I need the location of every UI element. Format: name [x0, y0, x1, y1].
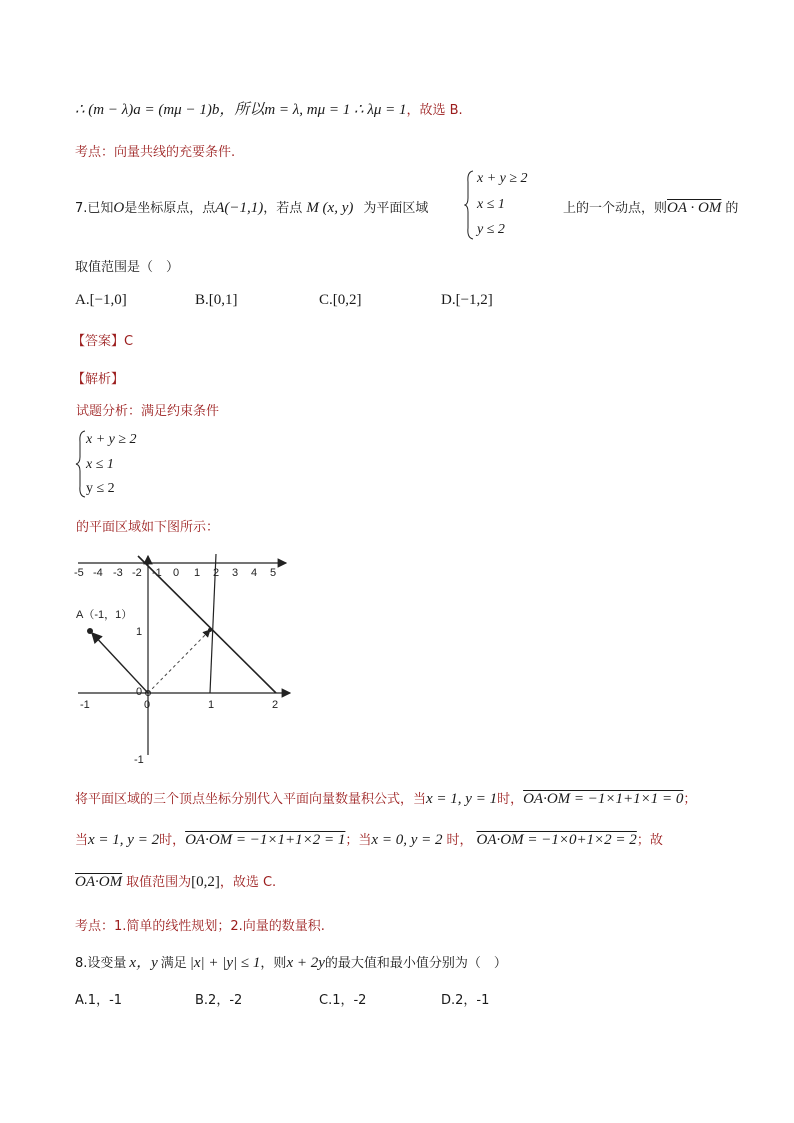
q7-text-b: 是坐标原点，点	[124, 201, 216, 216]
q7-stem-line-2: 取值范围是（ ）	[75, 260, 180, 275]
q7-option-b: B.[0,1]	[195, 292, 238, 308]
q7-option-c: C.[0,2]	[319, 292, 362, 308]
analysis-constraint-1: x + y ≥ 2	[86, 432, 137, 447]
label-x-neg1: -1	[80, 699, 90, 711]
q8-option-c: C.1，-2	[319, 993, 367, 1008]
tick-neg2: -2	[132, 567, 142, 579]
point-a	[87, 628, 93, 634]
solution-line-1	[75, 98, 463, 119]
q8-option-a: A.1，-1	[75, 993, 123, 1008]
q7-text-f: 的	[725, 201, 739, 216]
label-x-2: 2	[272, 699, 279, 711]
q7-origin: O	[113, 200, 125, 216]
question-8-stem: 8.设变量 x，y 满足 |x| + |y| ≤ 1，则x + 2y的最大值和最小值分别为（ ）	[75, 955, 507, 971]
kaodian-2: 考点：1.简单的线性规划；2.向量的数量积.	[75, 919, 325, 934]
tick-neg1: -1	[152, 567, 162, 579]
q7-constraint-3: y ≤ 2	[477, 222, 505, 237]
tick-1: 1	[194, 567, 201, 579]
tick-5: 5	[270, 567, 277, 579]
region-caption: 的平面区域如下图所示：	[76, 520, 220, 535]
q8-options	[75, 989, 489, 1008]
tick-3: 3	[232, 567, 239, 579]
q7-system-brace	[464, 170, 474, 240]
point-m	[208, 628, 212, 632]
q7-constraint-2: x ≤ 1	[477, 197, 505, 212]
tick-neg3: -3	[113, 567, 123, 579]
q7-options	[75, 292, 493, 309]
answer-label: 【答案】C	[72, 334, 134, 349]
q7-option-d: D.[−1,2]	[441, 292, 493, 308]
tick-2: 2	[213, 567, 220, 579]
analysis-constraint-2: x ≤ 1	[86, 457, 114, 472]
label-y-neg1: -1	[134, 754, 144, 766]
analysis-paragraph-1: 将平面区域的三个顶点坐标分别代入平面向量数量积公式，当x = 1, y = 1时，OA·OM = −1×1+1×1 = 0；	[75, 791, 697, 807]
q8-option-d: D.2，-1	[441, 993, 490, 1008]
analysis-intro: 试题分析：满足约束条件	[76, 404, 220, 419]
q7-option-a: A.[−1,0]	[75, 292, 127, 308]
label-origin-0: 0	[136, 686, 143, 698]
vector-oa	[92, 633, 148, 693]
analysis-paragraph-3: OA·OM 取值范围为[0,2]，故选 C.	[75, 874, 277, 890]
analysis-paragraph-2: 当x = 1, y = 2时，OA·OM = −1×1+1×2 = 1；当x = 0, y = 2 时， OA·OM = −1×0+1×2 = 2；故	[75, 832, 663, 848]
q7-dot-product: OA · OM	[667, 200, 722, 216]
q7-text-a: 7.已知	[75, 201, 114, 216]
choice-b-conclusion: ，故选 B.	[406, 103, 463, 118]
question-7-stem	[75, 197, 428, 217]
tick-neg5: -5	[74, 567, 84, 579]
parameter-equation: m = λ, mμ = 1 ∴ λμ = 1	[264, 102, 407, 118]
q7-text-e: 上的一个动点，则	[563, 201, 668, 216]
label-x-0: 0	[144, 699, 151, 711]
tick-neg4: -4	[93, 567, 103, 579]
tick-4: 4	[251, 567, 258, 579]
top-axis-tick-labels	[74, 567, 276, 579]
q7-text-d: 为平面区域	[363, 201, 429, 216]
region-graph	[70, 550, 300, 770]
label-point-a: A（-1，1）	[76, 609, 133, 621]
analysis-constraint-3: y ≤ 2	[86, 481, 115, 496]
q7-point-a: A(−1,1)	[215, 200, 264, 216]
q8-option-b: B.2，-2	[195, 993, 243, 1008]
q7-constraint-1: x + y ≥ 2	[477, 171, 528, 186]
q7-point-m: M (x, y)	[306, 200, 354, 216]
vector-om-dashed	[148, 630, 210, 693]
q7-stem-tail	[563, 197, 738, 217]
label-x-1: 1	[208, 699, 215, 711]
tick-0: 0	[173, 567, 180, 579]
label-y-1: 1	[136, 626, 143, 638]
analysis-label: 【解析】	[72, 372, 125, 387]
q7-text-c: ，若点	[263, 201, 303, 216]
vector-equation: ∴ (m − λ)a = (mμ − 1)b，所以	[75, 102, 265, 118]
kaodian-1: 考点：向量共线的充要条件.	[75, 145, 236, 160]
